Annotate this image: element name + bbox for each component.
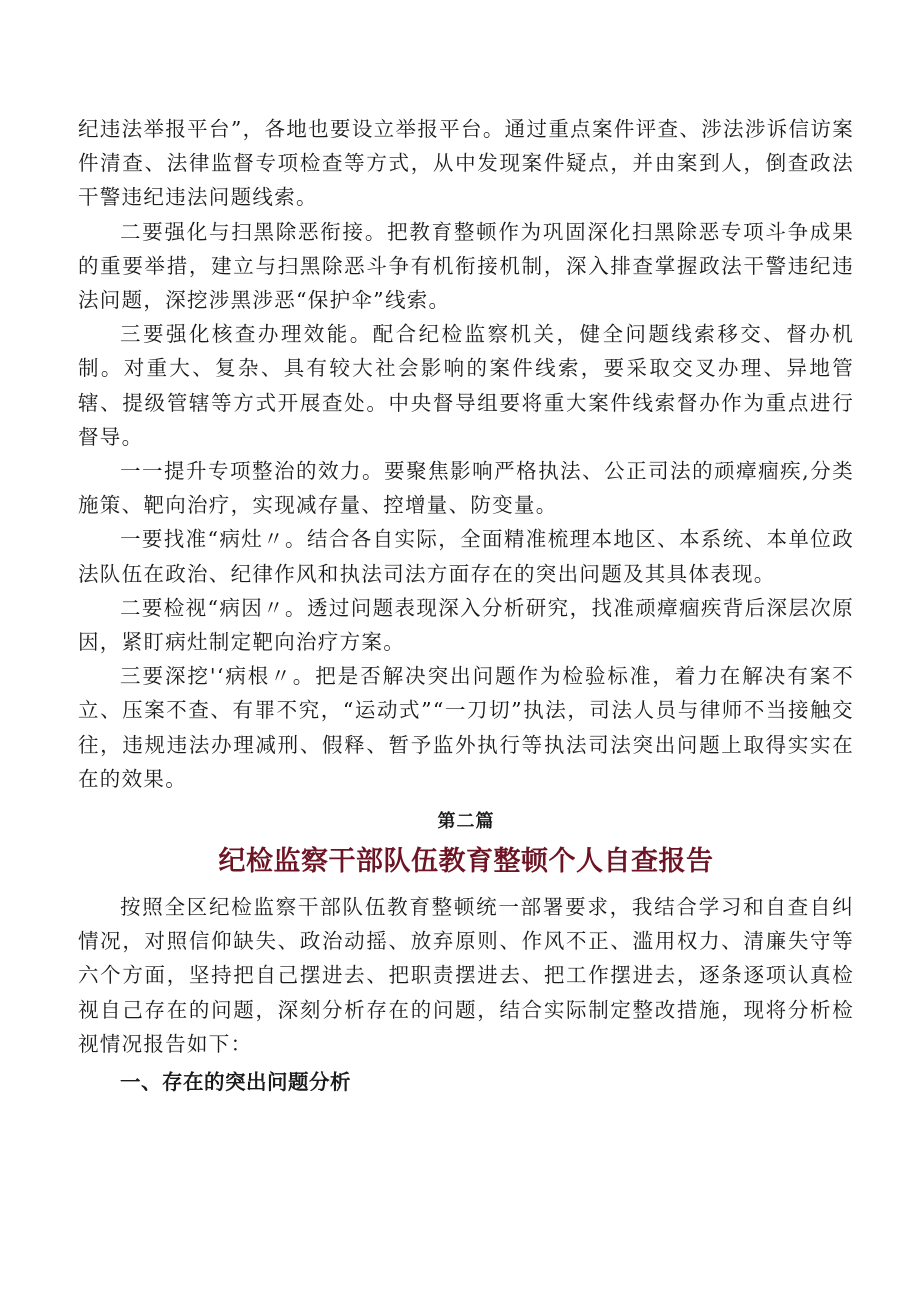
- paragraph-examine-cause: 二要检视“病因〃。透过问题表现深入分析研究，找准顽瘴痼疾背后深层次原因，紧盯病灶制定靶向治疗方案。: [78, 595, 854, 655]
- paragraph-continuation: 纪违法举报平台”，各地也要设立举报平台。通过重点案件评查、涉法涉诉信访案件清查、法律监督专项检查等方式，从中发现案件疑点，并由案到人，倒查政法干警违纪违法问题线索。: [78, 117, 854, 210]
- document-page: [78, 112, 854, 1099]
- paragraph-find-focus: 一要找准“病灶〃。结合各自实际，全面精准梳理本地区、本系统、本单位政法队伍在政治、纪律作风和执法司法方面存在的突出问题及其具体表现。: [78, 527, 854, 586]
- section-label: 第二篇: [437, 811, 495, 833]
- paragraph-item-2: 二要强化与扫黑除恶衔接。把教育整顿作为巩固深化扫黑除恶专项斗争成果的重要举措，建立与扫黑除恶斗争有机衔接机制，深入排查掌握政法干警违纪违法问题，深挖涉黑涉恶“保护伞”线索。: [78, 219, 854, 313]
- paragraph-special-rectification: 一一提升专项整治的效力。要聚焦影响严格执法、公正司法的顽瘴痼疾,分类施策、靶向治疗，实现减存量、控增量、防变量。: [78, 459, 854, 518]
- paragraph-dig-root: 三要深挖'‘病根〃。把是否解决突出问题作为检验标准，着力在解决有案不立、压案不查、有罪不究，“运动式”“一刀切”执法，司法人员与律师不当接触交往，违规违法办理减刑、假释、暂予监外执行等执法司法突出问题上取得实实在在的效果。: [78, 664, 854, 791]
- document-title: 纪检监察干部队伍教育整顿个人自查报告: [218, 846, 714, 878]
- intro-paragraph: 按照全区纪检监察干部队伍教育整顿统一部署要求，我结合学习和自查自纠情况，对照信仰缺失、政治动摇、放弃原则、作风不正、滥用权力、清廉失守等六个方面，坚持把自己摆进去、把职责摆进去、把工作摆进去，逐条逐项认真检视自己存在的问题，深刻分析存在的问题，结合实际制定整改措施，现将分析检视情况报告如下：: [78, 895, 854, 1056]
- section-heading: 一、存在的突出问题分析: [120, 1070, 351, 1095]
- paragraph-item-3: 三要强化核查办理效能。配合纪检监察机关，健全问题线索移交、督办机制。对重大、复杂、具有较大社会影响的案件线索，要采取交叉办理、异地管辖、提级管辖等方式开展查处。中央督导组要将重大案件线索督办作为重点进行督导。: [78, 322, 854, 449]
